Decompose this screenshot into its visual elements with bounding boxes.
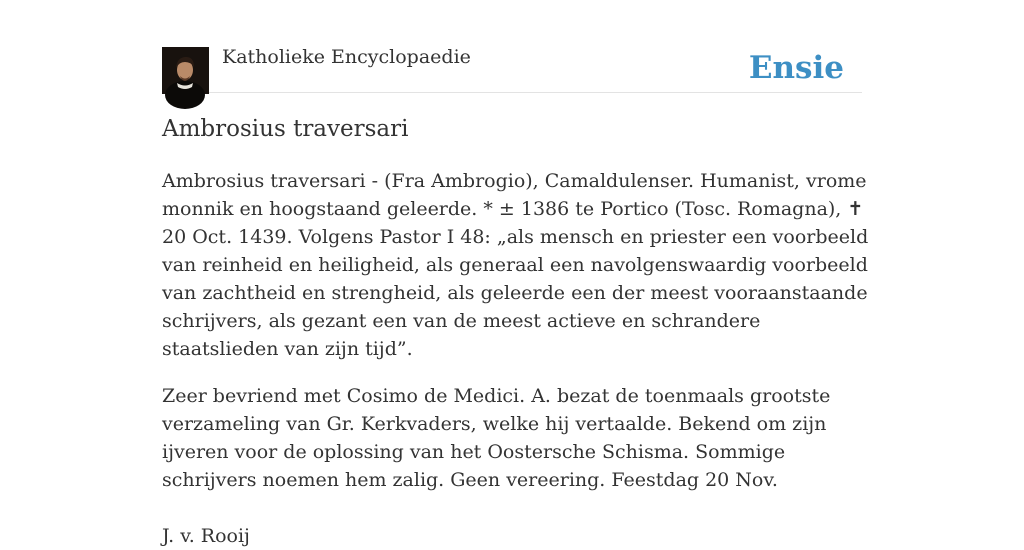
source-name[interactable]: Katholieke Encyclopaedie <box>222 46 471 68</box>
article-paragraph: Zeer bevriend met Cosimo de Medici. A. bezat de toenmaals grootste verzameling van Gr. Kerkvaders, welke hij vertaalde. Bekend om zijn ijveren voor de oplossing van het Oostersche Schisma. Sommige schrijvers noemen hem zalig. Geen vereering. Feestdag 20 Nov. <box>162 385 831 491</box>
article-paragraph: Ambrosius traversari - (Fra Ambrogio), Camaldulenser. Humanist, vrome monnik en hoogstaand geleerde. * ± 1386 te Portico (Tosc. Romagna), ✝ 20 Oct. 1439. Volgens Pastor I 48: „als mensch en priester een voorbeeld van reinheid en heiligheid, als generaal een navolgenswaardig voorbeeld van zachtheid en strengheid, als geleerde een der meest vooraanstaande schrijvers, als gezant een van de meest actieve en schrandere staatslieden van zijn tijd”. <box>162 170 869 360</box>
header <box>162 0 862 93</box>
brand-logo[interactable]: Ensie <box>748 50 844 86</box>
portrait-avatar[interactable] <box>162 47 209 94</box>
portrait-icon <box>162 47 209 94</box>
page <box>162 0 869 547</box>
article-body <box>162 167 874 550</box>
page-title: Ambrosius traversari <box>162 116 409 142</box>
article-author: J. v. Rooij <box>162 525 250 547</box>
